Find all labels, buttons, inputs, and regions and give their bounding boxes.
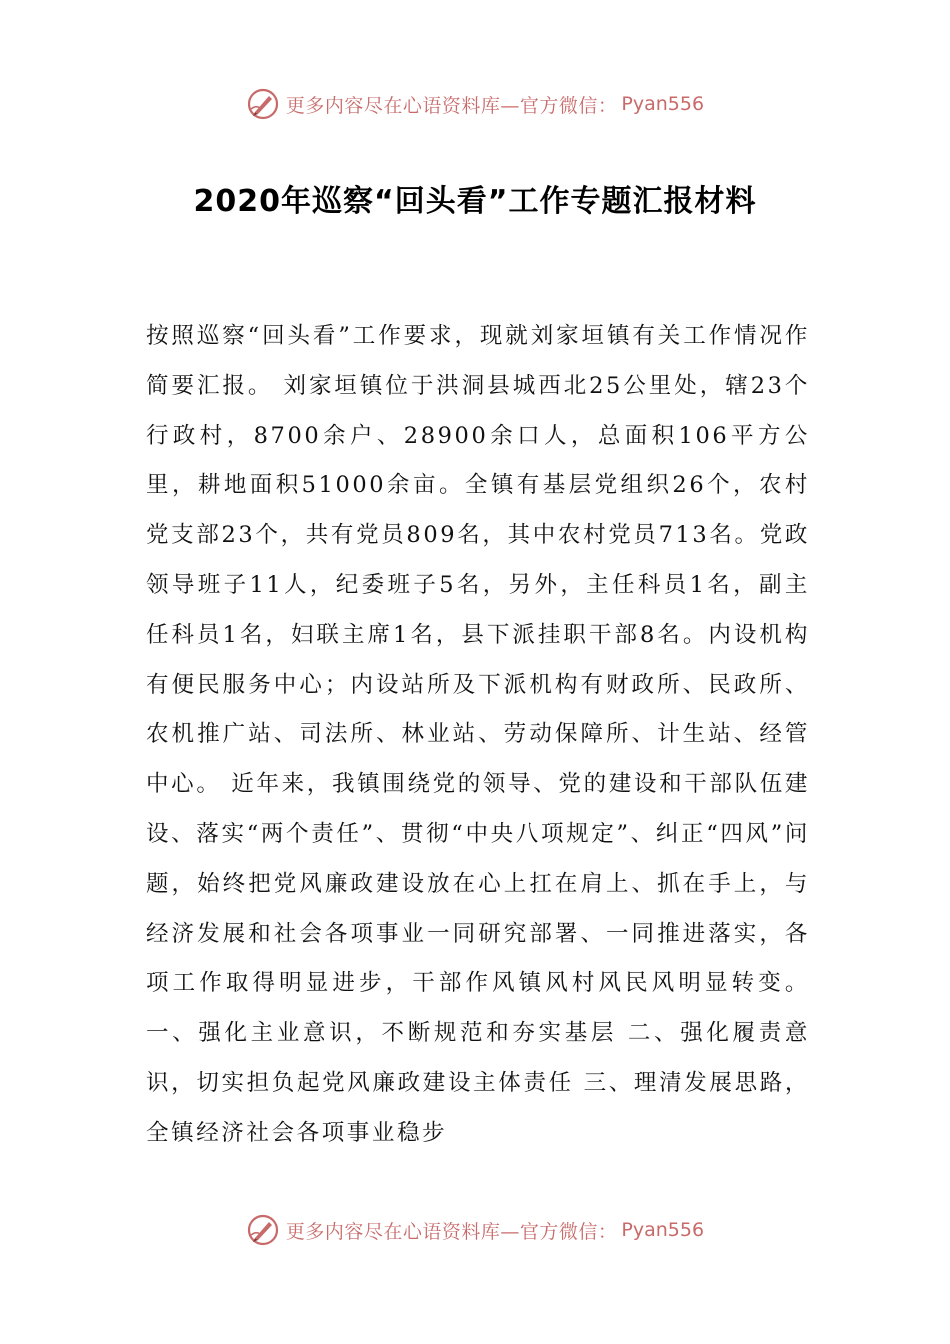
watermark-text: 更多内容尽在心语资料库—官方微信： xyxy=(285,94,618,117)
watermark-text: 更多内容尽在心语资料库—官方微信： xyxy=(285,1220,618,1243)
pen-logo-icon xyxy=(246,87,280,121)
document-body: 按照巡察“回头看”工作要求，现就刘家垣镇有关工作情况作简要汇报。 刘家垣镇位于洪洞县城西北25公里处，辖23个行政村，8700余户、28900余口人，总面积106平方公里，耕地面积51000余亩。全镇有基层党组织26个，农村党支部23个，共有党员809名，其中农村党员713名。党政领导班子11人，纪委班子5名，另外，主任科员1名，副主任科员1名，妇联主席1名，县下派挂职干部8名。内设机构有便民服务中心；内设站所及下派机构有财政所、民政所、农机推广站、司法所、林业站、劳动保障所、计生站、经管中心。 近年来，我镇围绕党的领导、党的建设和干部队伍建设、落实“两个责任”、贯彻“中央八项规定”、纠正“四风”问题，始终把党风廉政建设放在心上扛在肩上、抓在手上，与经济发展和社会各项事业一同研究部署、一同推进落实，各项工作取得明显进步，干部作风镇风村风民风明显转变。 一、强化主业意识，不断规范和夯实基层 二、强化履责意识，切实担负起党风廉政建设主体责任 三、理清发展思路，全镇经济社会各项事业稳步 xyxy=(146,323,810,1146)
header-watermark xyxy=(0,82,950,126)
watermark-wechat-id: Pyan556 xyxy=(621,1219,705,1241)
footer-watermark xyxy=(0,1208,950,1252)
pen-logo-icon xyxy=(246,1213,280,1247)
document-title: 2020年巡察“回头看”工作专题汇报材料 xyxy=(193,184,757,219)
watermark-wechat-id: Pyan556 xyxy=(621,93,705,115)
